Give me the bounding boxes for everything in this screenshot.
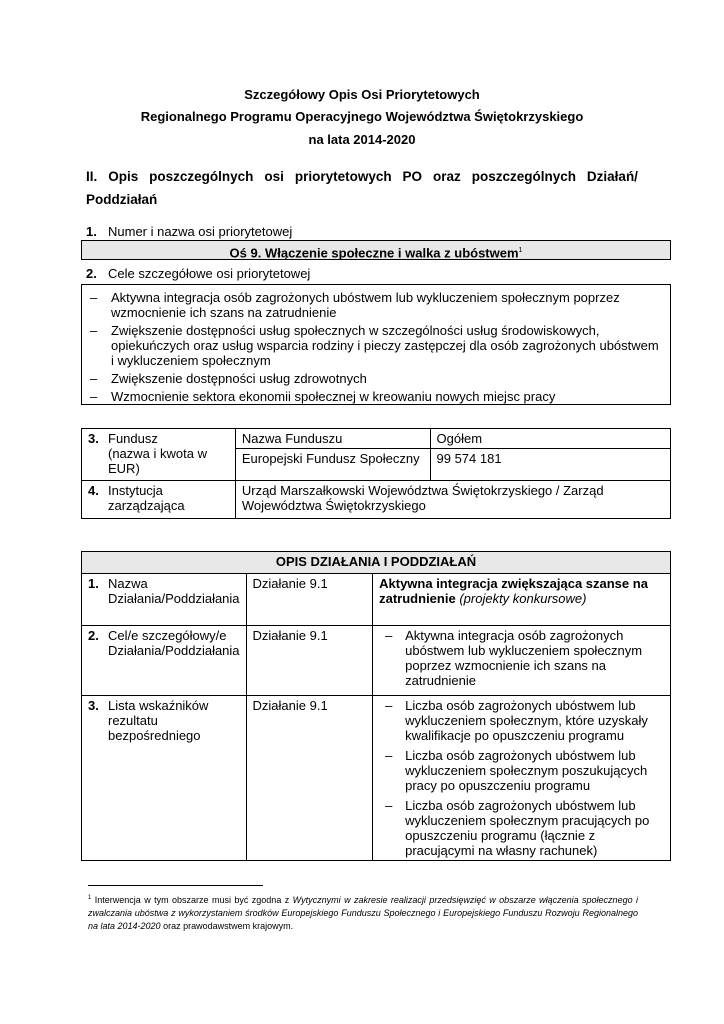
table-row bbox=[82, 481, 671, 519]
table-row bbox=[82, 574, 671, 626]
footnote-separator bbox=[88, 885, 263, 886]
opis-header: OPIS DZIAŁANIA I PODDZIAŁAŃ bbox=[82, 552, 671, 574]
table-row bbox=[82, 626, 671, 696]
row3-dzialanie: Działanie 9.1 bbox=[246, 696, 373, 861]
fund-table bbox=[81, 428, 671, 519]
section-heading-line2: Poddziałań bbox=[86, 192, 158, 207]
list-item: – Liczba osób zagrożonych ubóstwem lub wykluczeniem społecznym poszukujących pracy po opuszczeniu programu bbox=[385, 748, 664, 793]
section-heading bbox=[86, 165, 638, 211]
footnote-ref: 1 bbox=[518, 247, 523, 254]
goal-item: – Zwiększenie dostępności usług zdrowotnych bbox=[90, 371, 662, 386]
opis-table bbox=[81, 551, 671, 861]
section-heading-line1: II. Opis poszczególnych osi priorytetowych PO oraz poszczególnych Działań/ bbox=[86, 169, 638, 184]
goal-item: – Zwiększenie dostępności usług społecznych w szczególności usług środowiskowych, opiekuńczych oraz usług wsparcia rodziny i pieczy zastępczej dla osób zagrożonych ubóstwem i wykluczeniem społecznym bbox=[90, 323, 662, 368]
row3-items-cell bbox=[373, 696, 671, 861]
list-item: – Aktywna integracja osób zagrożonych ubóstwem lub wykluczeniem społecznym poprzez wzmocnienie ich szans na zatrudnienie bbox=[385, 628, 664, 688]
goals-box bbox=[81, 284, 671, 405]
list-item: – Liczba osób zagrożonych ubóstwem lub wykluczeniem społecznym, które uzyskały kwalifikacje po opuszczeniu programu bbox=[385, 698, 664, 743]
item1-label: 1. Numer i nazwa osi priorytetowej bbox=[86, 224, 293, 239]
fund-name-header: Nazwa Funduszu bbox=[235, 429, 430, 449]
row2-dzialanie: Działanie 9.1 bbox=[246, 626, 373, 696]
doc-title-line3: na lata 2014-2020 bbox=[308, 132, 416, 147]
fund-name-value: Europejski Fundusz Społeczny bbox=[235, 449, 430, 481]
axis-title-box: Oś 9. Włączenie społeczne i walka z ubóstwem$^1$ bbox=[81, 240, 671, 260]
footnote: $^1$ Interwencja w tym obszarze musi być zgodna z Wytycznymi w zakresie realizacji przedsięwzięć w obszarze włączenia społecznego i zwalczania ubóstwa z wykorzystaniem środków Europejskiego Funduszu Społecznego i Europejskiego Funduszu Rozwoju Regionalnego na lata 2014-2020 oraz prawodawstwem krajowym. bbox=[88, 895, 638, 931]
row2-label-cell: 2. Cel/e szczegółowy/e Działania/Poddziałania bbox=[82, 626, 247, 696]
table-row bbox=[82, 552, 671, 574]
doc-title-line1: Szczegółowy Opis Osi Priorytetowych bbox=[244, 87, 480, 102]
doc-title-line2: Regionalnego Programu Operacyjnego Województwa Świętokrzyskiego bbox=[140, 109, 584, 124]
goal-item: – Aktywna integracja osób zagrożonych ubóstwem lub wykluczeniem społecznym poprzez wzmocnienie ich szans na zatrudnienie bbox=[90, 290, 662, 320]
institution-label-cell: 4. Instytucja zarządzająca bbox=[82, 481, 236, 519]
row2-items-cell bbox=[373, 626, 671, 696]
item2-label: 2. Cele szczegółowe osi priorytetowej bbox=[86, 266, 311, 281]
row1-name-cell: Aktywna integracja zwiększająca szanse na zatrudnienie (projekty konkursowe) bbox=[373, 574, 671, 626]
fund-label-cell: 3. Fundusz (nazwa i kwota w EUR) bbox=[82, 429, 236, 481]
goal-item: – Wzmocnienie sektora ekonomii społecznej w kreowaniu nowych miejsc pracy bbox=[90, 389, 662, 404]
row1-label-cell: 1. Nazwa Działania/Poddziałania bbox=[82, 574, 247, 626]
fund-total-header: Ogółem bbox=[430, 429, 671, 449]
row3-label-cell: 3. Lista wskaźników rezultatu bezpośredniego bbox=[82, 696, 247, 861]
fund-total-value: 99 574 181 bbox=[430, 449, 671, 481]
institution-value: Urząd Marszałkowski Województwa Świętokrzyskiego / Zarząd Województwa Świętokrzyskiego bbox=[235, 481, 670, 519]
table-row bbox=[82, 696, 671, 861]
list-item: – Liczba osób zagrożonych ubóstwem lub wykluczeniem społecznym pracujących po opuszczeniu programu (łącznie z pracującymi na własny rachunek) bbox=[385, 798, 664, 858]
row1-dzialanie: Działanie 9.1 bbox=[246, 574, 373, 626]
table-row bbox=[82, 429, 671, 449]
